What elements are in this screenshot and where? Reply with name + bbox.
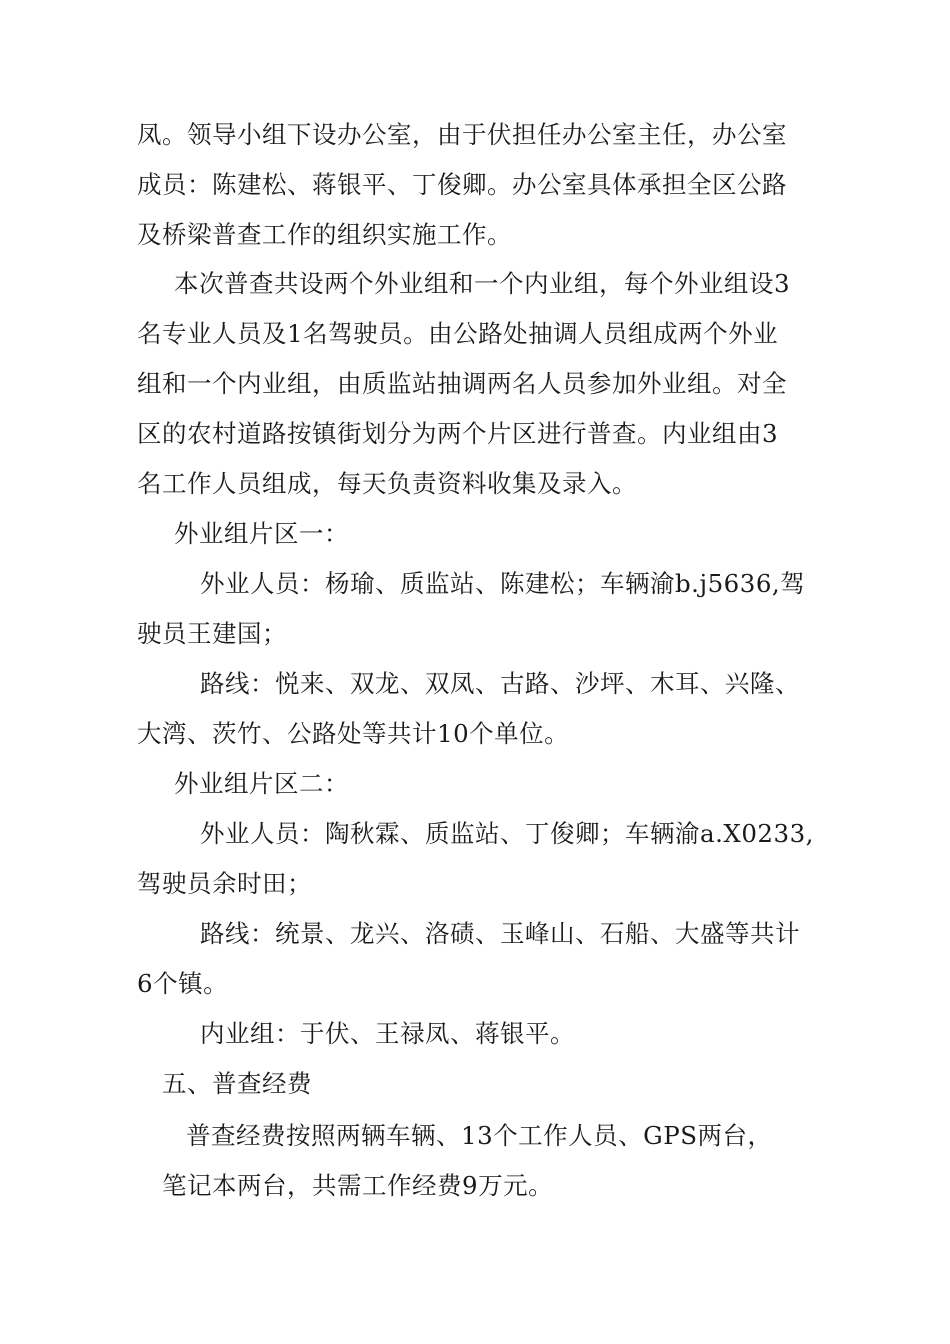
text-line: 本次普查共设两个外业组和一个内业组，每个外业组设3 xyxy=(174,269,791,298)
text-line: 外业人员：陶秋霖、质监站、丁俊卿；车辆渝a.X0233, xyxy=(200,819,814,848)
text-line: 大湾、茨竹、公路处等共计10个单位。 xyxy=(137,719,570,748)
text-line: 驶员王建国； xyxy=(137,619,287,648)
text-line: 笔记本两台，共需工作经费9万元。 xyxy=(162,1171,554,1200)
text-line: 区的农村道路按镇街划分为两个片区进行普查。内业组由3 xyxy=(137,419,779,448)
text-line: 名工作人员组成，每天负责资料收集及录入。 xyxy=(137,469,637,498)
text-line: 6个镇。 xyxy=(137,969,229,998)
text-line: 外业人员：杨瑜、质监站、陈建松；车辆渝b.j5636,驾 xyxy=(200,569,806,598)
text-line: 路线：悦来、双龙、双凤、古路、沙坪、木耳、兴隆、 xyxy=(200,669,800,698)
text-line: 及桥梁普查工作的组织实施工作。 xyxy=(137,220,512,249)
text-line: 驾驶员余时田； xyxy=(137,869,312,898)
section-heading: 五、普查经费 xyxy=(162,1069,312,1098)
section-heading: 外业组片区一： xyxy=(174,519,349,548)
text-line: 组和一个内业组，由质监站抽调两名人员参加外业组。对全 xyxy=(137,369,787,398)
text-line: 普查经费按照两辆车辆、13个工作人员、GPS两台， xyxy=(186,1121,773,1150)
text-line: 成员：陈建松、蒋银平、丁俊卿。办公室具体承担全区公路 xyxy=(137,170,787,199)
text-line: 凤。领导小组下设办公室，由于伏担任办公室主任，办公室 xyxy=(137,120,787,149)
text-line: 名专业人员及1名驾驶员。由公路处抽调人员组成两个外业 xyxy=(137,319,779,348)
text-line: 内业组：于伏、王禄凤、蒋银平。 xyxy=(200,1019,575,1048)
text-line: 路线：统景、龙兴、洛碛、玉峰山、石船、大盛等共计 xyxy=(200,919,800,948)
section-heading: 外业组片区二： xyxy=(174,769,349,798)
